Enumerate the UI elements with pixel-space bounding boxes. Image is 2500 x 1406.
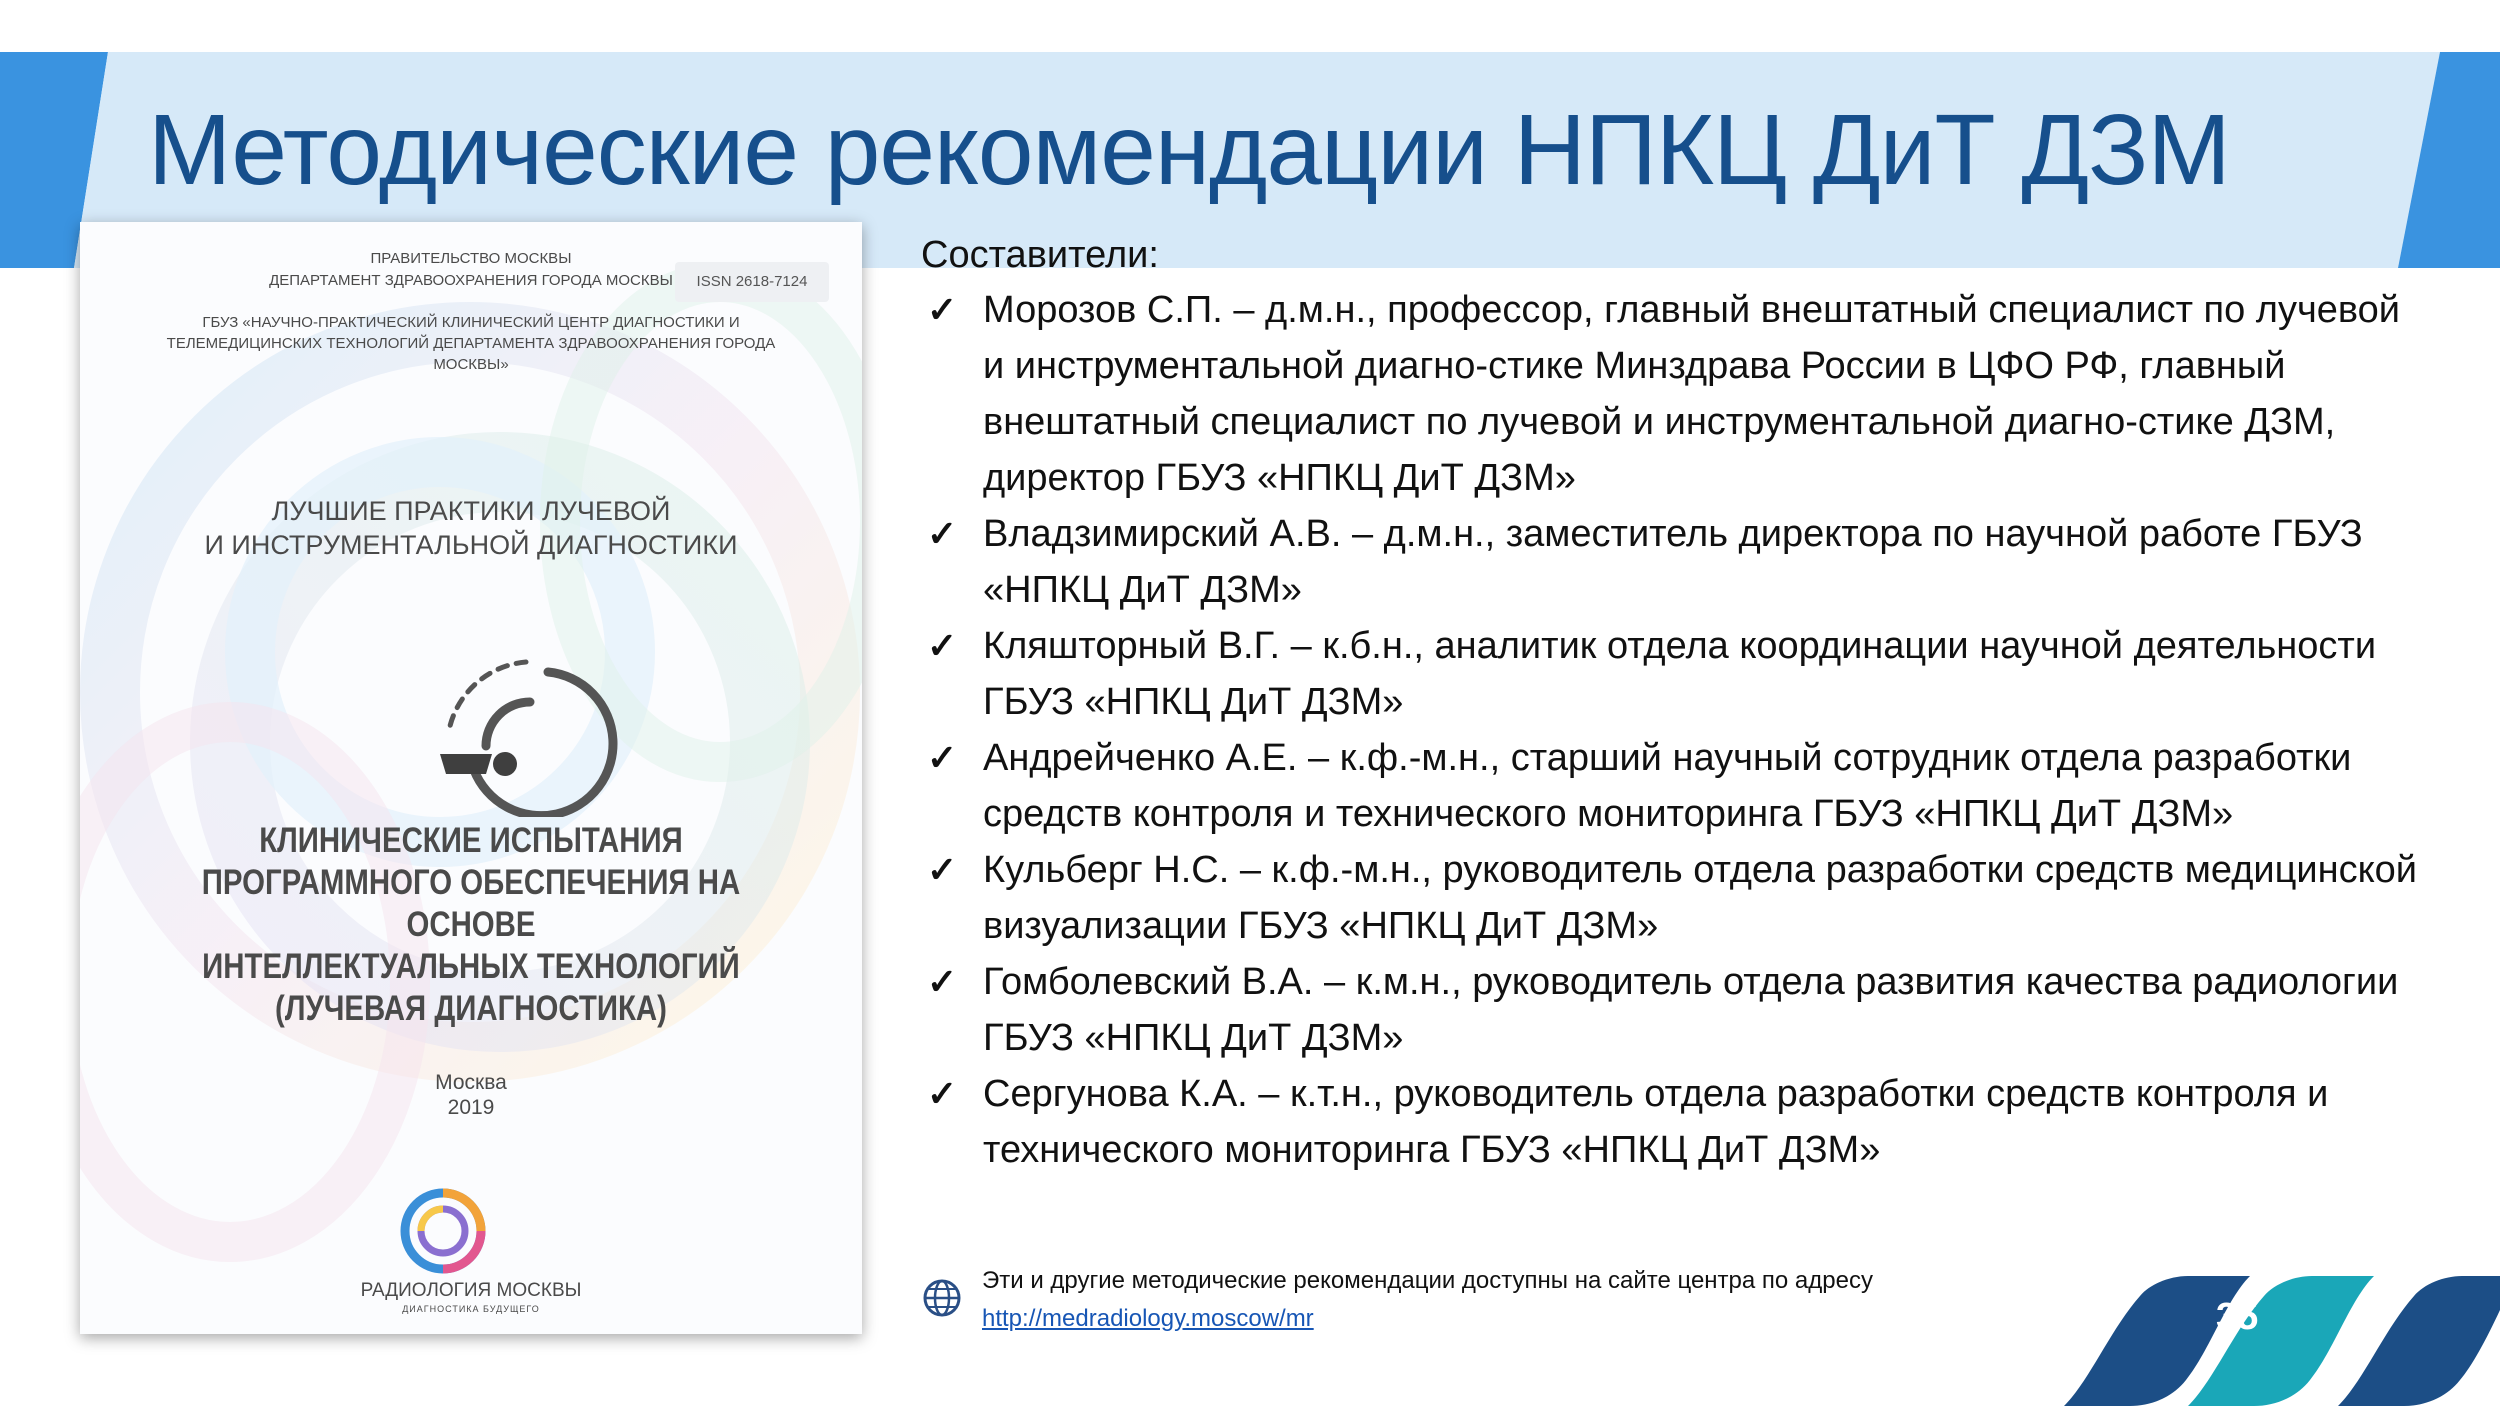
cover-series xyxy=(80,494,862,562)
author-text: Гомболевский В.А. – к.м.н., руководитель отдела развития качества радиологии ГБУЗ «НПКЦ ДиТ ДЗМ» xyxy=(983,961,2399,1059)
author-text: Кляшторный В.Г. – к.б.н., аналитик отдела координации научной деятельности ГБУЗ «НПКЦ ДиТ ДЗМ» xyxy=(983,625,2377,723)
scanner-logo-icon xyxy=(430,642,635,817)
list-item xyxy=(921,618,2431,730)
footer-note xyxy=(982,1262,1873,1338)
cover-organization: ГБУЗ «НАУЧНО-ПРАКТИЧЕСКИЙ КЛИНИЧЕСКИЙ ЦЕНТР ДИАГНОСТИКИ И ТЕЛЕМЕДИЦИНСКИХ ТЕХНОЛОГИЙ ДЕПАРТАМЕНТА ЗДРАВООХРАНЕНИЯ ГОРОДА МОСКВЫ» xyxy=(166,314,776,373)
list-item xyxy=(921,1066,2431,1178)
author-text: Владзимирский А.В. – д.м.н., заместитель директора по научной работе ГБУЗ «НПКЦ ДиТ ДЗМ» xyxy=(983,513,2363,611)
list-item xyxy=(921,842,2431,954)
cover-title-line4: (ЛУЧЕВАЯ ДИАГНОСТИКА) xyxy=(275,989,667,1028)
cover-gov-line1: ПРАВИТЕЛЬСТВО МОСКВЫ xyxy=(370,250,572,267)
slide-title: Методические рекомендации НПКЦ ДиТ ДЗМ xyxy=(148,94,2230,206)
cover-publisher-tagline: ДИАГНОСТИКА БУДУЩЕГО xyxy=(402,1304,540,1314)
checkmark-icon: ✓ xyxy=(927,625,958,666)
radiology-moscow-logo-icon xyxy=(397,1185,489,1277)
cover-title-line2: ПРОГРАММНОГО ОБЕСПЕЧЕНИЯ НА ОСНОВЕ xyxy=(201,863,741,944)
cover-series-line1: ЛУЧШИЕ ПРАКТИКИ ЛУЧЕВОЙ xyxy=(271,496,671,526)
authors-list xyxy=(921,282,2431,1178)
book-cover xyxy=(80,222,862,1334)
checkmark-icon: ✓ xyxy=(927,961,958,1002)
checkmark-icon: ✓ xyxy=(927,849,958,890)
author-text: Кульберг Н.С. – к.ф.-м.н., руководитель отдела разработки средств медицинской визуализации ГБУЗ «НПКЦ ДиТ ДЗМ» xyxy=(983,849,2417,947)
cover-gov-line2: ДЕПАРТАМЕНТ ЗДРАВООХРАНЕНИЯ ГОРОДА МОСКВЫ xyxy=(269,272,673,289)
list-item xyxy=(921,954,2431,1066)
cover-issn: ISSN 2618-7124 xyxy=(675,262,829,302)
checkmark-icon: ✓ xyxy=(927,737,958,778)
authors-section xyxy=(921,228,2431,1178)
footer-note-text: Эти и другие методические рекомендации доступны на сайте центра по адресу xyxy=(982,1267,1873,1294)
author-text: Сергунова К.А. – к.т.н., руководитель отдела разработки средств контроля и технического мониторинга ГБУЗ «НПКЦ ДиТ ДЗМ» xyxy=(983,1073,2329,1171)
globe-icon xyxy=(922,1278,962,1318)
cover-imprint xyxy=(80,1070,862,1120)
checkmark-icon: ✓ xyxy=(927,289,958,330)
medradiology-link[interactable]: http://medradiology.moscow/mr xyxy=(982,1305,1314,1332)
list-item xyxy=(921,730,2431,842)
checkmark-icon: ✓ xyxy=(927,513,958,554)
cover-title-line3: ИНТЕЛЛЕКТУАЛЬНЫХ ТЕХНОЛОГИЙ xyxy=(202,947,740,986)
cover-year: 2019 xyxy=(447,1096,495,1119)
list-item xyxy=(921,506,2431,618)
cover-city: Москва xyxy=(435,1071,507,1094)
cover-title-line1: КЛИНИЧЕСКИЕ ИСПЫТАНИЯ xyxy=(259,821,683,860)
cover-series-line2: И ИНСТРУМЕНТАЛЬНОЙ ДИАГНОСТИКИ xyxy=(204,530,738,560)
list-item xyxy=(921,282,2431,506)
page-number: 35 xyxy=(2216,1296,2259,1338)
author-text: Морозов С.П. – д.м.н., профессор, главный внештатный специалист по лучевой и инструментальной диагно-стике Минздрава России в ЦФО РФ, главный внештатный специалист по лучевой и инструментальной диагно-стике ДЗМ, директор ГБУЗ «НПКЦ ДиТ ДЗМ» xyxy=(983,289,2401,499)
cover-book-title xyxy=(143,820,800,1030)
authors-heading: Составители: xyxy=(921,234,1159,276)
footer-decoration xyxy=(2020,1270,2500,1406)
author-text: Андрейченко А.Е. – к.ф.-м.н., старший научный сотрудник отдела разработки средств контроля и технического мониторинга ГБУЗ «НПКЦ ДиТ ДЗМ» xyxy=(983,737,2352,835)
cover-publisher: РАДИОЛОГИЯ МОСКВЫ xyxy=(360,1280,582,1301)
checkmark-icon: ✓ xyxy=(927,1073,958,1114)
